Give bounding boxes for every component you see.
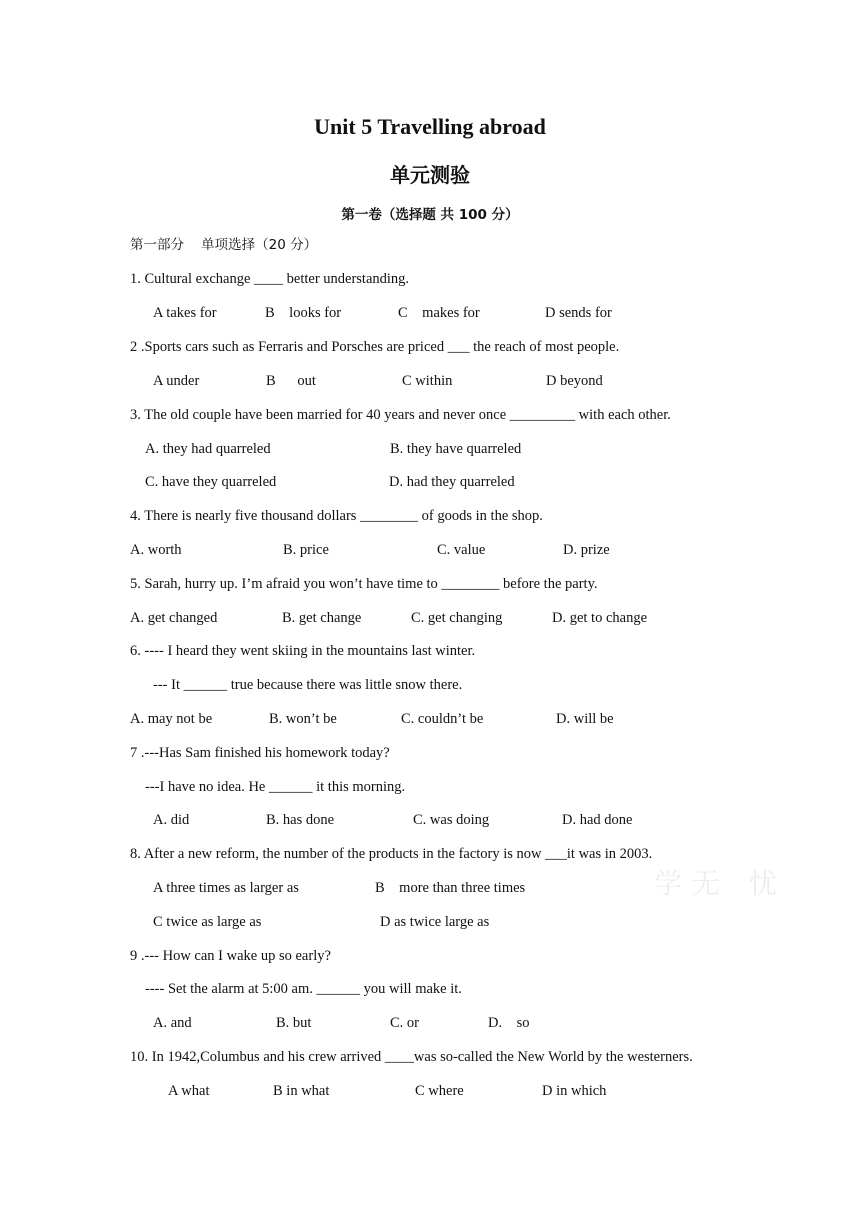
q3-option-b: B. they have quarreled <box>390 441 522 457</box>
question-10-stem: 10. In 1942,Columbus and his crew arrived ____was so-called the New World by the westerners. <box>130 1049 693 1065</box>
q8-option-d: D as twice large as <box>380 914 490 930</box>
question-9-dialogue: ---- Set the alarm at 5:00 am. ______ you will make it. <box>145 981 462 997</box>
q4-option-b: B. price <box>283 542 329 558</box>
q7-option-a: A. did <box>153 812 190 828</box>
q2-option-d: D beyond <box>546 373 603 389</box>
q9-option-a: A. and <box>153 1015 192 1031</box>
question-7-dialogue: ---I have no idea. He ______ it this morning. <box>145 779 406 795</box>
question-5-stem: 5. Sarah, hurry up. I’m afraid you won’t have time to ________ before the party. <box>130 576 598 592</box>
q9-option-b: B. but <box>276 1015 312 1031</box>
q2-option-a: A under <box>153 373 200 389</box>
q6-option-c: C. couldn’t be <box>401 711 484 727</box>
q2-option-c: C within <box>402 373 453 389</box>
q5-option-b: B. get change <box>282 610 362 626</box>
question-1-stem: 1. Cultural exchange ____ better understanding. <box>130 271 410 287</box>
question-3-stem: 3. The old couple have been married for 40 years and never once _________ with each other. <box>130 407 671 423</box>
q8-option-b: B more than three times <box>375 880 526 896</box>
volume-heading: 第一卷（选择题 共 100 分） <box>341 207 519 223</box>
q10-option-b: B in what <box>273 1083 330 1099</box>
q1-option-c: C makes for <box>398 305 480 321</box>
q4-option-d: D. prize <box>563 542 610 558</box>
section-heading: 第一部分 单项选择（20 分） <box>130 237 318 253</box>
q9-option-c: C. or <box>390 1015 419 1031</box>
q6-option-b: B. won’t be <box>269 711 337 727</box>
q8-option-a: A three times as larger as <box>153 880 299 896</box>
document-subtitle: 单元测验 <box>390 163 470 187</box>
q6-option-a: A. may not be <box>130 711 213 727</box>
q3-option-a: A. they had quarreled <box>145 441 271 457</box>
question-6-stem: 6. ---- I heard they went skiing in the mountains last winter. <box>130 643 476 659</box>
q5-option-a: A. get changed <box>130 610 218 626</box>
q10-option-d: D in which <box>542 1083 607 1099</box>
q10-option-a: A what <box>168 1083 210 1099</box>
watermark: 学无 忧 <box>654 867 787 900</box>
q1-option-a: A takes for <box>153 305 217 321</box>
q4-option-c: C. value <box>437 542 486 558</box>
q6-option-d: D. will be <box>556 711 614 727</box>
document-title: Unit 5 Travelling abroad <box>314 114 546 139</box>
q7-option-d: D. had done <box>562 812 633 828</box>
q5-option-c: C. get changing <box>411 610 503 626</box>
q10-option-c: C where <box>415 1083 464 1099</box>
question-4-stem: 4. There is nearly five thousand dollars ________ of goods in the shop. <box>130 508 543 524</box>
q9-option-d: D. so <box>488 1015 530 1031</box>
q4-option-a: A. worth <box>130 542 182 558</box>
q3-option-d: D. had they quarreled <box>389 474 515 490</box>
question-2-stem: 2 .Sports cars such as Ferraris and Porsches are priced ___ the reach of most people. <box>130 339 620 355</box>
q7-option-c: C. was doing <box>413 812 490 828</box>
q1-option-b: B looks for <box>265 305 342 321</box>
q1-option-d: D sends for <box>545 305 612 321</box>
question-8-stem: 8. After a new reform, the number of the products in the factory is now ___it was in 2003. <box>130 846 653 862</box>
q5-option-d: D. get to change <box>552 610 648 626</box>
question-7-stem: 7 .---Has Sam finished his homework today? <box>130 745 390 761</box>
question-9-stem: 9 .--- How can I wake up so early? <box>130 948 331 964</box>
q2-option-b: B out <box>266 373 316 389</box>
q3-option-c: C. have they quarreled <box>145 474 277 490</box>
question-6-dialogue: --- It ______ true because there was little snow there. <box>153 677 463 693</box>
q7-option-b: B. has done <box>266 812 335 828</box>
q8-option-c: C twice as large as <box>153 914 262 930</box>
